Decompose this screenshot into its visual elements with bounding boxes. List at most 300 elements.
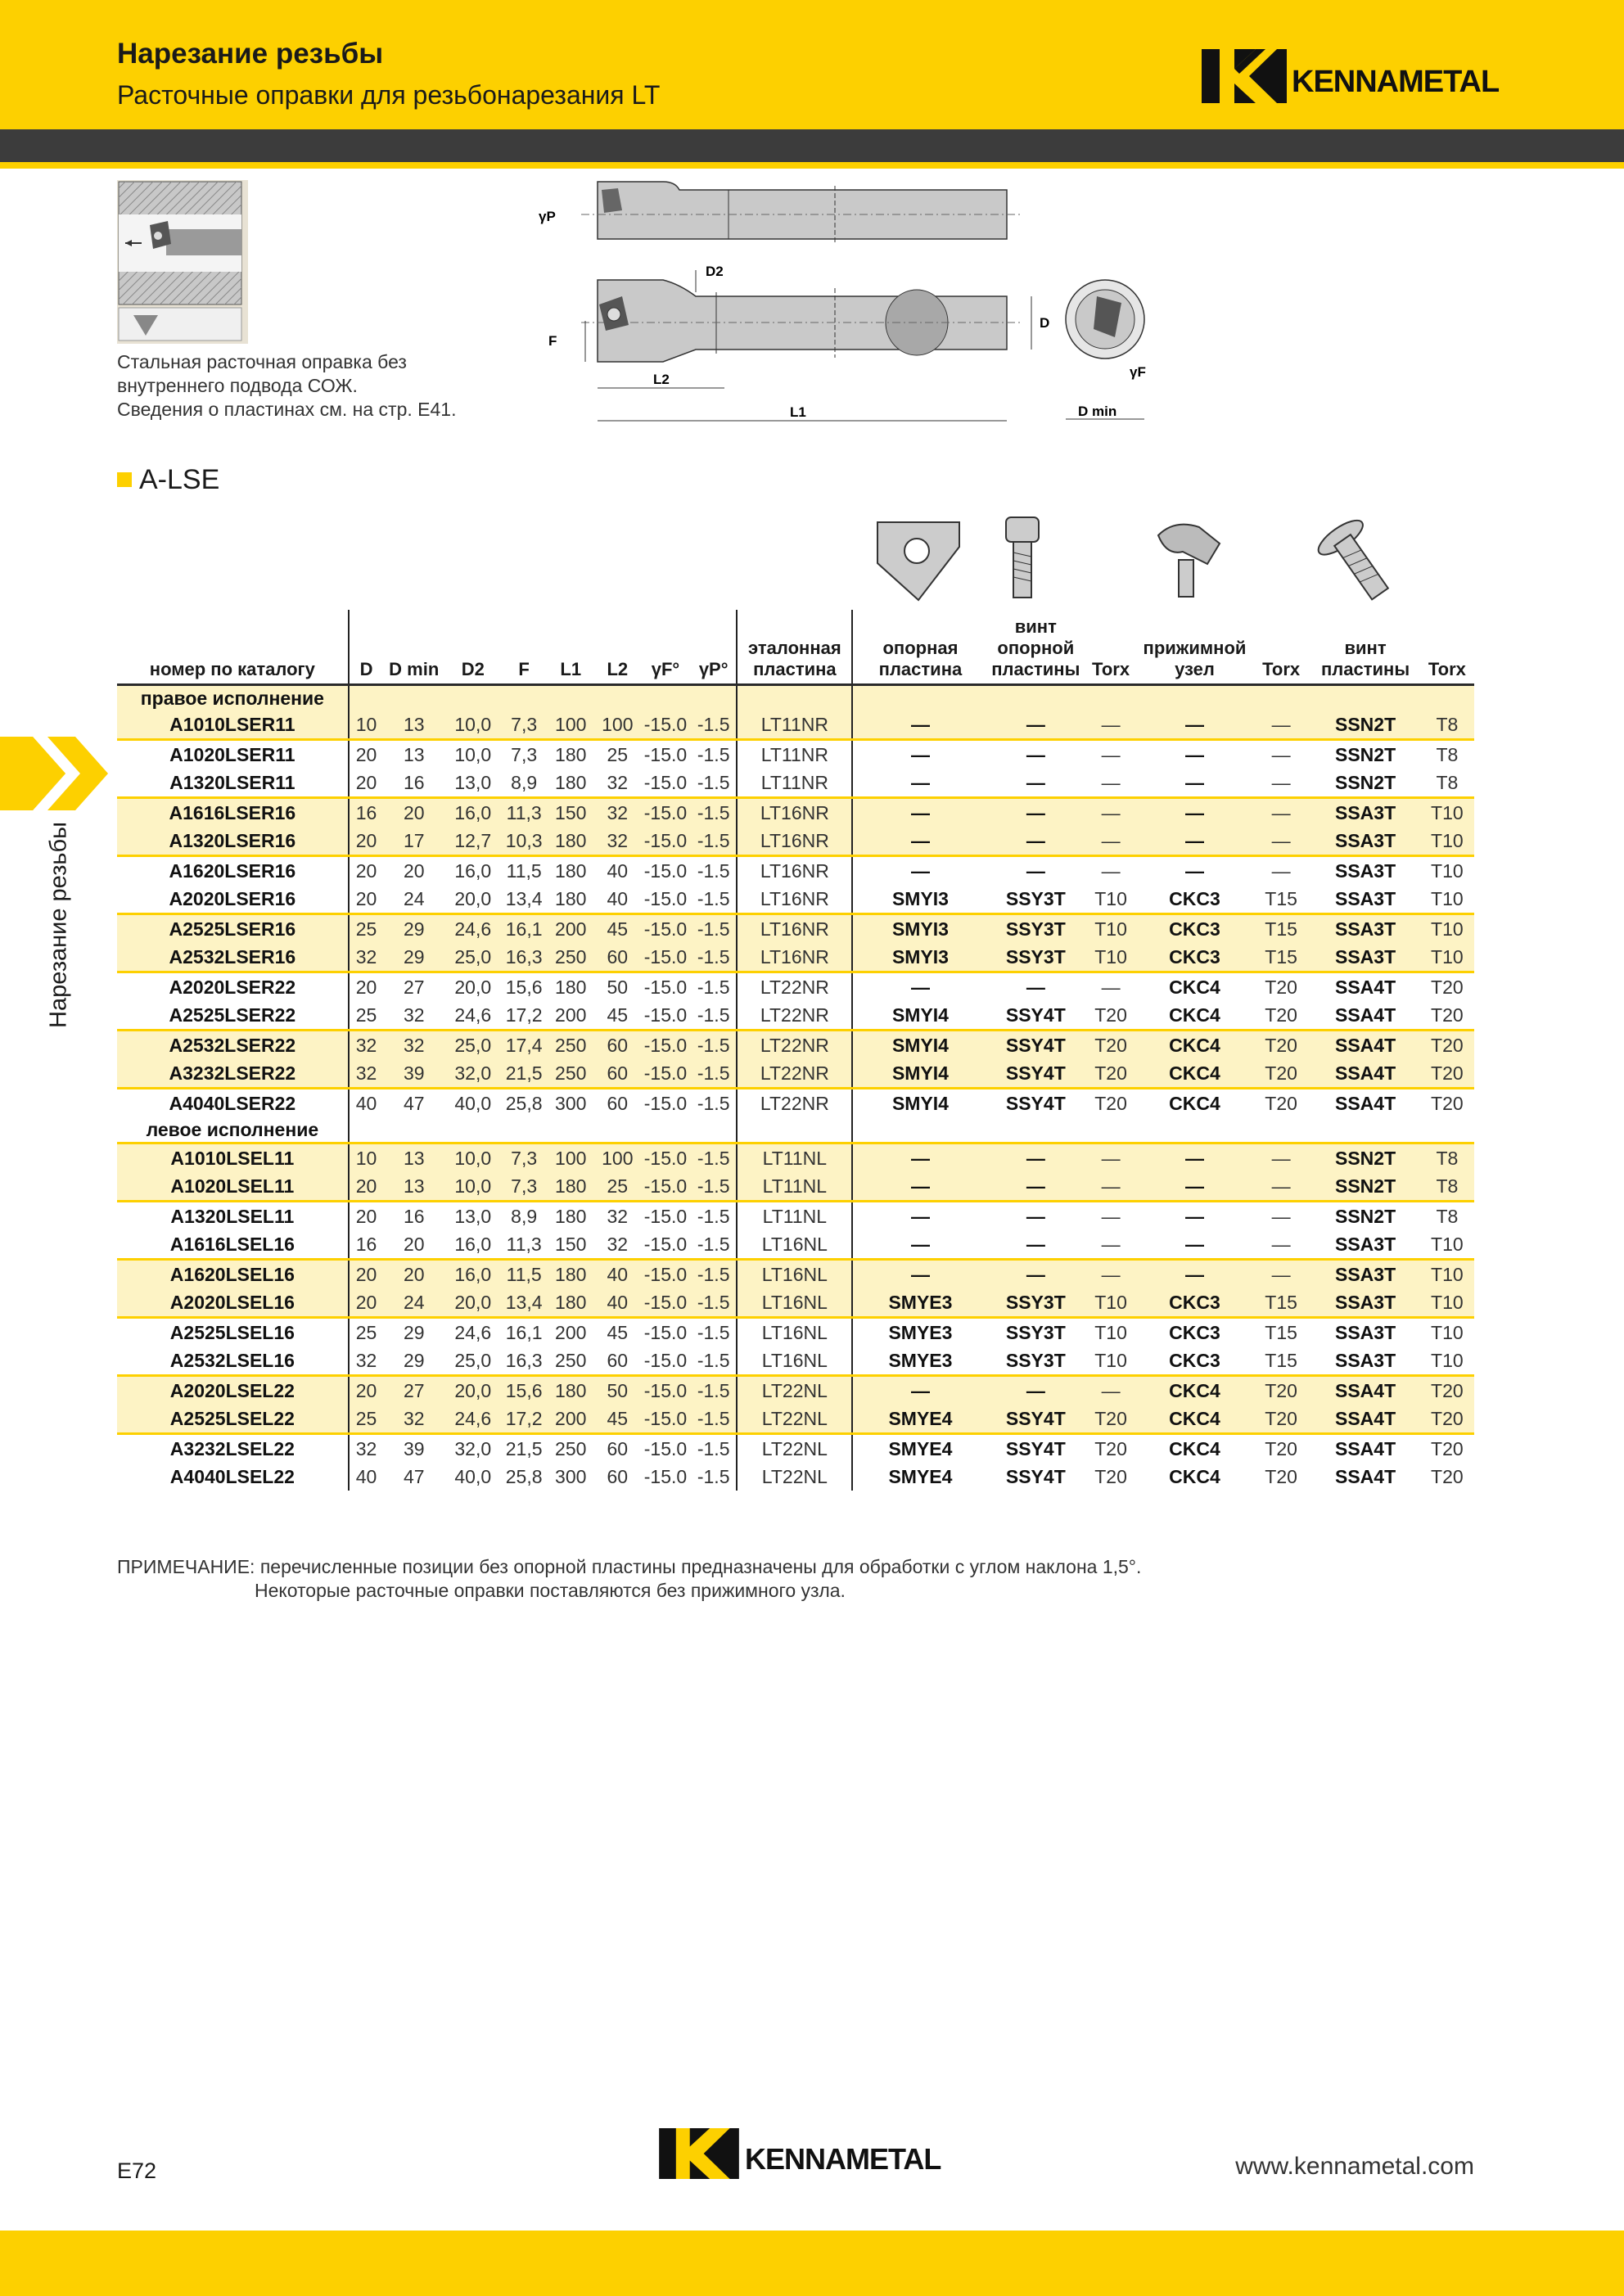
table-cell: T20 xyxy=(1431,1004,1464,1026)
table-cell: -1.5 xyxy=(691,1089,738,1118)
table-cell: 10,0 xyxy=(444,740,501,769)
table-cell: — xyxy=(1252,1260,1311,1289)
table-cell: T8 xyxy=(1420,1172,1474,1202)
catalog-number-cell: A3232LSEL22 xyxy=(117,1434,349,1464)
table-row xyxy=(117,856,1474,886)
table-cell: -1.5 xyxy=(691,972,738,1002)
table-cell: 29 xyxy=(383,943,444,972)
group-header-cell xyxy=(501,1117,546,1143)
table-cell: SMYI3 xyxy=(891,888,949,909)
table-cell: 100 xyxy=(547,1143,595,1173)
label-d: D xyxy=(1040,315,1050,331)
table-cell: 16,0 xyxy=(444,856,501,886)
table-cell: T8 xyxy=(1420,740,1474,769)
table-cell: 20 xyxy=(349,856,384,886)
catalog-number-cell: A2532LSER16 xyxy=(117,943,349,972)
table-cell: SSN2T xyxy=(1334,772,1396,793)
table-cell: — xyxy=(852,1143,987,1173)
table-note xyxy=(117,1555,1141,1603)
table-row xyxy=(117,1288,1474,1318)
table-cell: -1.5 xyxy=(691,710,738,740)
table-cell: 20 xyxy=(349,972,384,1002)
table-cell: -15.0 xyxy=(643,772,688,793)
table-cell: -15.0 xyxy=(643,888,688,909)
table-cell: — xyxy=(852,972,987,1002)
col-insert-screw xyxy=(1310,610,1419,685)
table-cell: 60 xyxy=(595,1089,640,1118)
table-cell: SSN2T xyxy=(1310,1202,1419,1231)
catalog-number-cell: A1320LSER16 xyxy=(117,827,349,856)
kennametal-logo xyxy=(1202,49,1499,103)
table-cell: 150 xyxy=(547,798,595,828)
table-cell: — xyxy=(1101,772,1121,793)
table-cell: T8 xyxy=(1420,1143,1474,1173)
table-cell: 32 xyxy=(349,943,384,972)
catalog-number-cell: A4040LSER22 xyxy=(117,1089,349,1118)
table-cell: 20 xyxy=(383,856,444,886)
table-cell: -15.0 xyxy=(640,1059,691,1089)
table-cell: 20 xyxy=(355,772,377,793)
table-cell: 10 xyxy=(349,710,384,740)
table-cell: T20 xyxy=(1252,1059,1311,1089)
table-cell: SSY4T xyxy=(1005,1466,1066,1487)
table-cell: — xyxy=(1138,740,1252,769)
catalog-number-cell: A1020LSEL11 xyxy=(117,1172,349,1202)
table-row xyxy=(117,1346,1474,1376)
table-cell: -1.5 xyxy=(691,1346,738,1376)
table-cell: SSA3T xyxy=(1310,1260,1419,1289)
table-cell: SMYE4 xyxy=(852,1405,987,1434)
table-cell: 40,0 xyxy=(444,1089,501,1118)
col-gp: γP° xyxy=(691,610,738,685)
table-cell: 25,8 xyxy=(505,1466,543,1487)
intro-line-1: Стальная расточная оправка без xyxy=(117,351,407,372)
table-cell: 300 xyxy=(547,1089,595,1118)
header-dark-band xyxy=(0,129,1624,162)
table-cell: -1.5 xyxy=(691,740,738,769)
table-cell: CKC3 xyxy=(1169,888,1220,909)
page-header xyxy=(0,0,1624,129)
table-cell: T10 xyxy=(1084,914,1138,944)
col-insert-screw-line1: винт xyxy=(1344,638,1387,658)
col-clamp xyxy=(1138,610,1252,685)
table-cell: -15.0 xyxy=(640,1031,691,1060)
table-cell: 10,0 xyxy=(444,1143,501,1173)
table-cell: T20 xyxy=(1420,1089,1474,1118)
table-cell: 27 xyxy=(383,1376,444,1405)
table-cell: — xyxy=(1138,1143,1252,1173)
table-cell: 20 xyxy=(349,827,384,856)
table-cell: T15 xyxy=(1252,1288,1311,1318)
table-row xyxy=(117,1059,1474,1089)
table-cell: SMYI4 xyxy=(852,1089,987,1118)
table-cell: LT11NL xyxy=(737,1143,852,1173)
table-cell: 20 xyxy=(349,1288,384,1318)
table-cell: -1.5 xyxy=(691,1230,738,1260)
table-cell: 16 xyxy=(349,798,384,828)
table-cell: 17,4 xyxy=(501,1031,546,1060)
table-cell: T20 xyxy=(1094,1004,1127,1026)
intro-line-2: внутреннего подвода СОЖ. xyxy=(117,375,358,396)
table-cell: — xyxy=(852,1202,987,1231)
table-cell: — xyxy=(1252,710,1311,740)
table-cell: 11,3 xyxy=(501,798,546,828)
table-cell: 180 xyxy=(547,740,595,769)
table-cell: LT16NL xyxy=(737,1346,852,1376)
table-cell: — xyxy=(1084,972,1138,1002)
table-cell: T20 xyxy=(1084,1089,1138,1118)
table-cell: T10 xyxy=(1420,943,1474,972)
table-cell: LT16NR xyxy=(737,885,852,914)
catalog-number-cell: A2020LSEL22 xyxy=(117,1376,349,1405)
table-cell: -1.5 xyxy=(691,798,738,828)
table-cell: — xyxy=(1252,827,1311,856)
table-cell: — xyxy=(1084,856,1138,886)
table-cell: SMYI3 xyxy=(852,914,987,944)
table-cell: 20 xyxy=(355,888,377,909)
table-cell: 20,0 xyxy=(444,1376,501,1405)
table-cell: T10 xyxy=(1420,1260,1474,1289)
col-shim-screw-line3: пластины xyxy=(991,659,1080,679)
table-cell: 16 xyxy=(355,1234,377,1255)
table-cell: T20 xyxy=(1420,1405,1474,1434)
table-cell: — xyxy=(852,710,987,740)
table-cell: T10 xyxy=(1084,1318,1138,1347)
table-cell: LT16NL xyxy=(737,1260,852,1289)
catalog-number-cell: A1620LSER16 xyxy=(117,856,349,886)
table-cell: LT22NR xyxy=(737,1059,852,1089)
table-cell: 24,6 xyxy=(444,1318,501,1347)
table-cell: -1.5 xyxy=(691,1405,738,1434)
table-cell: SSA3T xyxy=(1310,856,1419,886)
table-cell: LT16NR xyxy=(737,798,852,828)
table-cell: 32 xyxy=(595,798,640,828)
table-cell: -1.5 xyxy=(691,856,738,886)
table-cell: CKC3 xyxy=(1138,1288,1252,1318)
table-cell: — xyxy=(1026,1234,1045,1255)
table-cell: — xyxy=(1138,1202,1252,1231)
table-cell: T10 xyxy=(1420,827,1474,856)
clamp-assembly-icon xyxy=(1150,519,1224,601)
insert-screw-icon xyxy=(1313,517,1403,607)
table-cell: CKC4 xyxy=(1138,1434,1252,1464)
table-cell: 17,2 xyxy=(505,1004,543,1026)
table-cell: SSY4T xyxy=(988,1089,1084,1118)
table-cell: — xyxy=(1084,740,1138,769)
catalog-number-cell: A3232LSER22 xyxy=(117,1059,349,1089)
table-cell: SSY4T xyxy=(988,1405,1084,1434)
catalog-number-cell: A1010LSER11 xyxy=(117,710,349,740)
col-clamp-line2: узел xyxy=(1175,659,1215,679)
group-header-cell xyxy=(444,1117,501,1143)
table-cell: SSY4T xyxy=(1005,1004,1066,1026)
table-cell: 32 xyxy=(349,1059,384,1089)
table-cell: 20,0 xyxy=(454,888,492,909)
shim-screw-icon xyxy=(1002,516,1043,602)
table-row xyxy=(117,1089,1474,1118)
table-cell: SSY3T xyxy=(1005,888,1066,909)
table-cell: T8 xyxy=(1420,1202,1474,1231)
table-row xyxy=(117,1031,1474,1060)
table-cell: 200 xyxy=(547,914,595,944)
table-cell: — xyxy=(1252,740,1311,769)
group-header-cell xyxy=(1310,1117,1419,1143)
table-cell: -1.5 xyxy=(691,1001,738,1031)
table-cell: SSA3T xyxy=(1334,888,1396,909)
table-cell: 32 xyxy=(349,1031,384,1060)
table-cell: — xyxy=(852,1172,987,1202)
table-cell: 7,3 xyxy=(501,740,546,769)
table-cell: 16,1 xyxy=(501,1318,546,1347)
table-cell: T10 xyxy=(1420,856,1474,886)
table-cell: SMYE3 xyxy=(888,1350,953,1371)
table-cell: CKC4 xyxy=(1169,1004,1220,1026)
table-cell: — xyxy=(852,827,987,856)
table-cell: — xyxy=(1138,856,1252,886)
table-row xyxy=(117,1405,1474,1434)
table-cell: -15.0 xyxy=(640,1318,691,1347)
table-cell: 15,6 xyxy=(501,1376,546,1405)
group-header-cell xyxy=(595,1117,640,1143)
group-header-cell xyxy=(691,685,738,711)
table-cell: 25 xyxy=(595,740,640,769)
table-cell: 32 xyxy=(607,772,629,793)
group-header-cell xyxy=(1420,685,1474,711)
catalog-number-cell: A2525LSER22 xyxy=(117,1001,349,1031)
table-cell: -1.5 xyxy=(691,1143,738,1173)
col-shim xyxy=(852,610,987,685)
table-cell: — xyxy=(1084,1260,1138,1289)
table-cell: SSA3T xyxy=(1310,1288,1419,1318)
table-cell: SSA3T xyxy=(1334,1234,1396,1255)
group-header-cell xyxy=(383,685,444,711)
table-cell: -15.0 xyxy=(640,1172,691,1202)
table-cell: — xyxy=(1138,827,1252,856)
table-cell: SSA4T xyxy=(1310,1089,1419,1118)
table-cell: 180 xyxy=(555,772,587,793)
table-cell: — xyxy=(988,1143,1084,1173)
table-cell: -1.5 xyxy=(691,1318,738,1347)
table-cell: SSN2T xyxy=(1310,740,1419,769)
table-cell: — xyxy=(852,740,987,769)
table-cell: 300 xyxy=(555,1466,587,1487)
table-cell: 32 xyxy=(403,1004,425,1026)
table-cell: CKC3 xyxy=(1138,1318,1252,1347)
table-cell: CKC4 xyxy=(1138,972,1252,1002)
group-header-label: левое исполнение xyxy=(117,1117,349,1143)
table-cell: -15.0 xyxy=(640,710,691,740)
table-cell: — xyxy=(852,798,987,828)
table-cell: -15.0 xyxy=(640,1376,691,1405)
section-title: A-LSE xyxy=(139,464,220,495)
table-cell: 60 xyxy=(607,1466,629,1487)
table-cell: T20 xyxy=(1265,1466,1297,1487)
side-chevron-icon xyxy=(0,737,115,810)
table-cell: LT22NR xyxy=(737,1089,852,1118)
label-d2: D2 xyxy=(706,264,724,279)
table-cell: -1.5 xyxy=(691,1434,738,1464)
table-row xyxy=(117,769,1474,798)
table-cell: T8 xyxy=(1436,772,1459,793)
group-header-cell xyxy=(595,685,640,711)
table-header-row xyxy=(117,610,1474,685)
table-row xyxy=(117,1202,1474,1231)
table-cell: LT11NR xyxy=(737,769,852,798)
table-cell: — xyxy=(1084,798,1138,828)
col-torx-c: Torx xyxy=(1420,610,1474,685)
table-cell: 100 xyxy=(595,1143,640,1173)
table-cell: SSA4T xyxy=(1334,1004,1396,1026)
table-cell: 25 xyxy=(349,1405,384,1434)
table-cell: 13,4 xyxy=(501,1288,546,1318)
table-row xyxy=(117,972,1474,1002)
group-header-cell xyxy=(1420,1117,1474,1143)
table-cell: 21,5 xyxy=(501,1434,546,1464)
table-cell: 20 xyxy=(349,1202,384,1231)
table-cell: -15.0 xyxy=(640,827,691,856)
group-header-cell xyxy=(547,1117,595,1143)
table-cell: SSA4T xyxy=(1310,1376,1419,1405)
table-row xyxy=(117,710,1474,740)
intro-description xyxy=(117,350,502,422)
catalog-number-cell: A1620LSEL16 xyxy=(117,1260,349,1289)
table-cell: LT22NR xyxy=(737,1031,852,1060)
table-cell: 180 xyxy=(547,1288,595,1318)
table-cell: 180 xyxy=(547,1202,595,1231)
table-cell: — xyxy=(1138,798,1252,828)
footer-website-link[interactable]: www.kennametal.com xyxy=(1235,2153,1474,2180)
table-cell: SSA3T xyxy=(1310,827,1419,856)
col-clamp-line1: прижимной xyxy=(1143,638,1247,658)
table-cell: 16,3 xyxy=(501,943,546,972)
table-cell: 39 xyxy=(383,1059,444,1089)
logo-wordmark: KENNAMETAL xyxy=(1292,64,1500,99)
table-cell: -1.5 xyxy=(691,769,738,798)
table-cell: 250 xyxy=(547,1059,595,1089)
table-cell: 100 xyxy=(595,710,640,740)
note-line-1: ПРИМЕЧАНИЕ: перечисленные позиции без опорной пластины предназначены для обработки с углом наклона 1,5°. xyxy=(117,1556,1142,1577)
table-cell: 20 xyxy=(383,798,444,828)
table-cell: 60 xyxy=(607,1350,629,1371)
table-row xyxy=(117,1376,1474,1405)
table-cell: CKC3 xyxy=(1169,1350,1220,1371)
table-cell: -15.0 xyxy=(643,1466,688,1487)
table-cell: -1.5 xyxy=(691,943,738,972)
table-cell: SSY3T xyxy=(988,1288,1084,1318)
table-cell: T20 xyxy=(1265,1004,1297,1026)
boring-bar-spec-table xyxy=(117,610,1474,1491)
catalog-number-cell: A1616LSEL16 xyxy=(117,1230,349,1260)
table-cell: 180 xyxy=(547,1260,595,1289)
table-cell: — xyxy=(1184,772,1204,793)
col-torx-b: Torx xyxy=(1252,610,1311,685)
col-catalog: номер по каталогу xyxy=(117,610,349,685)
label-gamma-p: γP xyxy=(539,209,556,224)
table-cell: 150 xyxy=(555,1234,587,1255)
col-l2: L2 xyxy=(595,610,640,685)
header-title: Нарезание резьбы xyxy=(117,38,384,70)
table-cell: -15.0 xyxy=(640,1288,691,1318)
group-header-row xyxy=(117,1117,1474,1143)
table-cell: 25,8 xyxy=(501,1089,546,1118)
col-dmin: D min xyxy=(383,610,444,685)
col-shim-line1: опорная xyxy=(882,638,959,658)
table-cell: — xyxy=(852,1376,987,1405)
table-cell: 32 xyxy=(355,1350,377,1371)
col-insert-line1: эталонная xyxy=(748,638,841,658)
table-cell: T10 xyxy=(1084,1288,1138,1318)
col-d: D xyxy=(349,610,384,685)
table-cell: LT22NL xyxy=(737,1463,852,1491)
table-row xyxy=(117,1143,1474,1173)
col-shim-screw xyxy=(988,610,1084,685)
catalog-number-cell: A1010LSEL11 xyxy=(117,1143,349,1173)
table-cell: CKC4 xyxy=(1138,1059,1252,1089)
group-header-cell xyxy=(349,1117,384,1143)
table-row xyxy=(117,1001,1474,1031)
table-cell: 250 xyxy=(547,1031,595,1060)
table-cell: — xyxy=(1271,1234,1291,1255)
table-cell: -1.5 xyxy=(691,914,738,944)
group-header-cell xyxy=(1084,1117,1138,1143)
table-cell: LT22NR xyxy=(737,1001,852,1031)
table-cell: — xyxy=(1252,1172,1311,1202)
table-cell: 250 xyxy=(547,943,595,972)
table-cell: T20 xyxy=(1420,1434,1474,1464)
table-row xyxy=(117,885,1474,914)
table-cell: SSY3T xyxy=(988,914,1084,944)
table-cell: -1.5 xyxy=(691,1376,738,1405)
table-cell: SSN2T xyxy=(1310,710,1419,740)
table-cell: 32 xyxy=(349,1434,384,1464)
table-cell: LT16NL xyxy=(737,1230,852,1260)
table-cell: 24,6 xyxy=(444,914,501,944)
table-cell: — xyxy=(1026,772,1045,793)
group-header-cell xyxy=(1138,685,1252,711)
table-cell: SSA3T xyxy=(1310,914,1419,944)
label-d-min: D min xyxy=(1078,404,1117,419)
table-cell: 16 xyxy=(403,772,425,793)
table-cell: LT22NR xyxy=(737,972,852,1002)
table-row xyxy=(117,1318,1474,1347)
kennametal-logo-mark-icon xyxy=(1202,49,1287,103)
table-cell: SMYI4 xyxy=(891,1004,949,1026)
table-cell: — xyxy=(1084,1143,1138,1173)
table-cell: — xyxy=(852,856,987,886)
table-cell: 47 xyxy=(403,1466,425,1487)
page-number: E72 xyxy=(117,2158,157,2183)
table-cell: 50 xyxy=(595,972,640,1002)
catalog-number-cell: A2525LSEL16 xyxy=(117,1318,349,1347)
table-cell: CKC3 xyxy=(1138,914,1252,944)
table-cell: T10 xyxy=(1431,888,1464,909)
group-header-cell xyxy=(737,1117,852,1143)
header-yellow-line xyxy=(0,162,1624,169)
table-cell: SSY3T xyxy=(1005,1350,1066,1371)
table-cell: SMYI3 xyxy=(852,943,987,972)
table-cell: 40 xyxy=(355,1466,377,1487)
table-cell: SSA4T xyxy=(1310,1059,1419,1089)
table-cell: 200 xyxy=(547,1318,595,1347)
table-cell: T20 xyxy=(1252,972,1311,1002)
table-cell: T10 xyxy=(1084,943,1138,972)
table-cell: 11,3 xyxy=(506,1234,542,1255)
table-cell: 45 xyxy=(607,1004,629,1026)
table-cell: 12,7 xyxy=(444,827,501,856)
table-cell: -15.0 xyxy=(643,1234,688,1255)
table-cell: -15.0 xyxy=(640,914,691,944)
table-cell: T20 xyxy=(1252,1376,1311,1405)
